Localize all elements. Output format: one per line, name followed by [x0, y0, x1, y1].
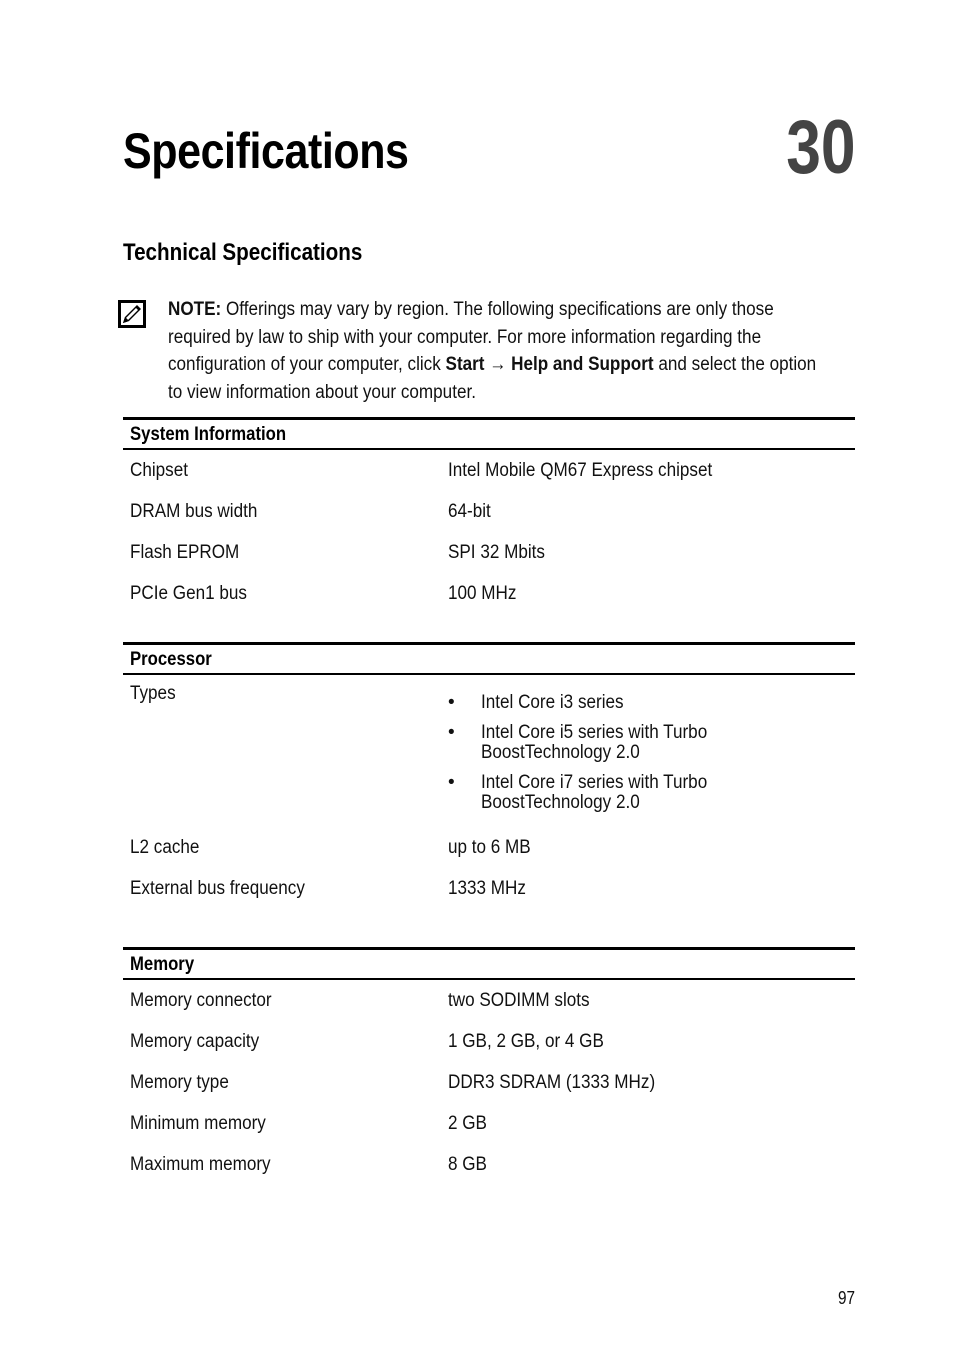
processor-types-list: [448, 693, 781, 823]
memory-table: [123, 947, 855, 1185]
table-row: Memory capacity 1 GB, 2 GB, or 4 GB: [130, 1031, 604, 1052]
system-information-table: [123, 417, 855, 614]
table-row: Memory connector two SODIMM slots: [130, 990, 590, 1011]
list-item: • Intel Core i5 series with Turbo BoostTechnology 2.0: [448, 722, 708, 763]
list-item: • Intel Core i7 series with Turbo BoostTechnology 2.0: [448, 772, 708, 813]
section-title: Technical Specifications: [123, 239, 363, 266]
table-row: DRAM bus width 64-bit: [130, 501, 491, 522]
page-number: 97: [837, 1288, 855, 1308]
table-row: External bus frequency 1333 MHz: [130, 878, 526, 899]
table-row: Maximum memory 8 GB: [130, 1154, 487, 1175]
page-title: Specifications: [123, 123, 409, 179]
table-row: PCIe Gen1 bus 100 MHz: [130, 583, 517, 604]
note-body-2: and select the option to view information about your computer.: [168, 354, 817, 403]
note-label: NOTE:: [168, 299, 222, 320]
note-text: [168, 296, 834, 406]
table-header: Memory: [123, 947, 855, 980]
chapter-number: 30: [786, 105, 856, 190]
list-item: • Intel Core i3 series: [448, 692, 624, 713]
arrow: →: [484, 354, 512, 375]
note-body-1: Offerings may vary by region. The following specifications are only those required by law to ship with your computer. For more information regarding the configuration of your computer, click: [168, 299, 774, 375]
note-block: [118, 296, 838, 406]
help-and-support-link: Help and Support: [511, 354, 654, 375]
processor-table: [123, 642, 855, 909]
note-pencil-icon: [118, 300, 146, 328]
table-row: L2 cache up to 6 MB: [130, 837, 531, 858]
table-row: Types • Intel Core i3 series • Intel Core i5 series with Turbo BoostTechnology 2.0 • Intel Core i7 series with Turbo BoostTechnology 2.0: [123, 675, 855, 827]
table-header: Processor: [123, 642, 855, 675]
table-row: Flash EPROM SPI 32 Mbits: [130, 542, 545, 563]
table-row: Chipset Intel Mobile QM67 Express chipset: [130, 460, 713, 481]
start-link: Start: [445, 354, 485, 375]
table-row: Minimum memory 2 GB: [130, 1113, 487, 1134]
table-row: Memory type DDR3 SDRAM (1333 MHz): [130, 1072, 656, 1093]
table-header: System Information: [123, 417, 855, 450]
